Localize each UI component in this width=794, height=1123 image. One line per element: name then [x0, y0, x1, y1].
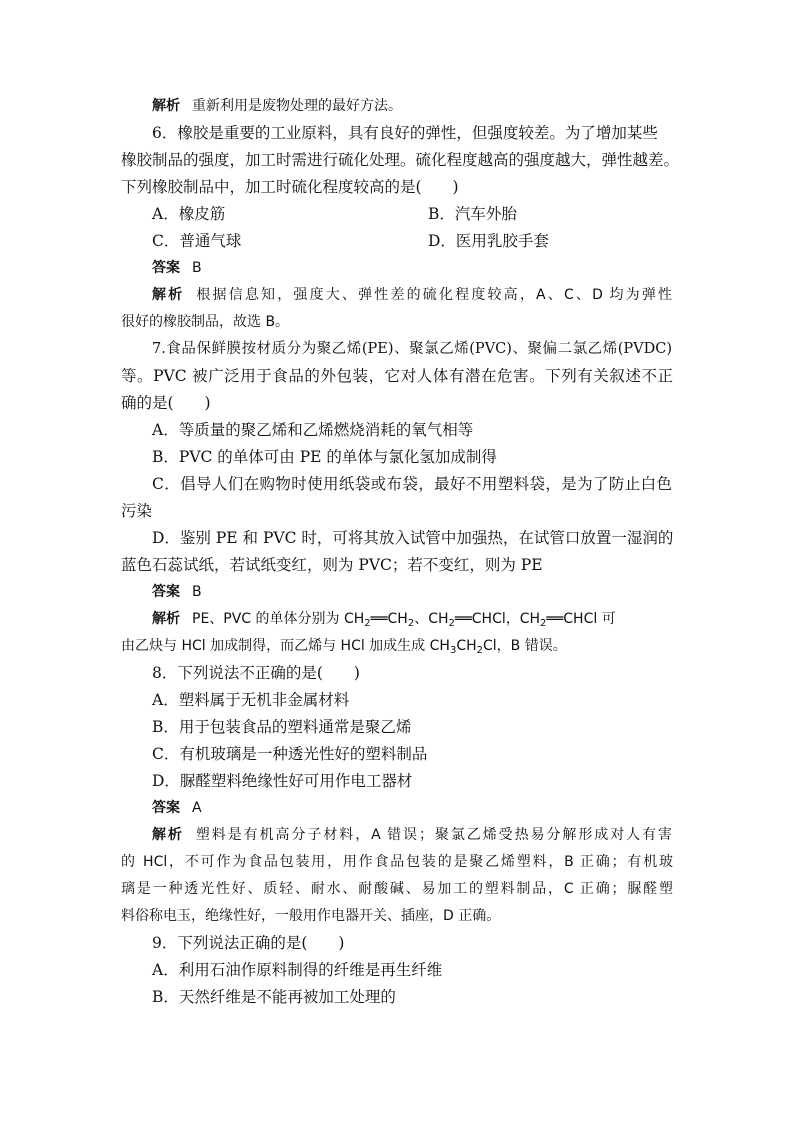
question-6-option-b: B．汽车外胎: [428, 205, 517, 223]
explanation-label: 解析: [152, 611, 180, 627]
question-7-option-d: D．鉴别 PE 和 PVC 时，可将其放入试管中加强热，在试管口放置一湿润的: [152, 529, 674, 547]
answer-line: [152, 255, 712, 282]
explanation-label: 解析: [152, 827, 184, 843]
answer-line: [152, 579, 712, 606]
question-7-line-1: 7.食品保鲜膜按材质分为聚乙烯(PE)、聚氯乙烯(PVC)、聚偏二氯乙烯(PVDC): [152, 341, 672, 357]
question-6-option-a: A．橡皮筋: [152, 205, 226, 223]
answer-value: B: [192, 260, 202, 276]
answer-line: [152, 795, 712, 822]
explanation-line: 的 HCl，不可作为食品包装用，用作食品包装的是聚乙烯塑料，B 正确；有机玻: [121, 854, 673, 870]
answer-value: B: [192, 584, 202, 600]
question-7-line-2: 等。PVC 被广泛用于食品的外包装，它对人体有潜在危害。下列有关叙述不正: [121, 367, 673, 385]
question-8-option-b: B．用于包装食品的塑料通常是聚乙烯: [152, 718, 412, 736]
question-8-option-d: D．脲醛塑料绝缘性好可用作电工器材: [152, 772, 413, 790]
explanation-line: [152, 822, 672, 849]
explanation-line: [152, 282, 672, 309]
question-6-line-3: 下列橡胶制品中，加工时硫化程度较高的是( ): [121, 178, 459, 196]
question-6-option-d: D．医用乳胶手套: [428, 232, 549, 250]
question-7-option-a: A．等质量的聚乙烯和乙烯燃烧消耗的氧气相等: [152, 421, 474, 439]
question-6-option-c: C．普通气球: [152, 232, 242, 250]
explanation-text: 根据信息知，强度大、弹性差的硫化程度较高，A、C、D 均为弹性: [196, 287, 672, 303]
explanation-line: [152, 93, 712, 120]
explanation-line: 很好的橡胶制品，故选 B。: [121, 314, 290, 330]
question-9-option-b: B．天然纤维是不能再被加工处理的: [152, 988, 396, 1006]
question-8-option-a: A．塑料属于无机非金属材料: [152, 691, 350, 709]
answer-label: 答案: [152, 260, 180, 276]
double-bond: ══: [454, 611, 472, 627]
question-8-option-c: C．有机玻璃是一种透光性好的塑料制品: [152, 745, 428, 763]
question-7-option-c-cont: 污染: [121, 502, 153, 520]
explanation-text: 重新利用是废物处理的最好方法。: [192, 98, 402, 114]
question-8-line-1: 8．下列说法不正确的是( ): [152, 664, 360, 682]
answer-label: 答案: [152, 584, 180, 600]
double-bond: ══: [370, 611, 388, 627]
question-9-line-1: 9．下列说法正确的是( ): [152, 934, 345, 952]
question-7-option-d-cont: 蓝色石蕊试纸，若试纸变红，则为 PVC；若不变红，则为 PE: [121, 556, 543, 574]
question-9-option-a: A．利用石油作原料制得的纤维是再生纤维: [152, 961, 443, 979]
question-7-option-b: B．PVC 的单体可由 PE 的单体与氯化氢加成制得: [152, 448, 497, 466]
explanation-label: 解析: [152, 287, 185, 303]
explanation-text: 塑料是有机高分子材料，A 错误；聚氯乙烯受热易分解形成对人有害: [195, 827, 673, 843]
answer-label: 答案: [152, 800, 180, 816]
explanation-line: 料俗称电玉，绝缘性好，一般用作电器开关、插座，D 正确。: [121, 908, 501, 924]
question-7-option-c: C．倡导人们在购物时使用纸袋或布袋，最好不用塑料袋，是为了防止白色: [152, 475, 672, 493]
explanation-line: 由乙炔与 HCl 加成制得，而乙烯与 HCl 加成生成 $CH_3CH_2Cl$，B 错误。: [121, 638, 567, 656]
question-6-line-1: 6．橡胶是重要的工业原料，具有良好的弹性，但强度较差。为了增加某些: [152, 124, 658, 142]
double-bond: ══: [546, 611, 564, 627]
question-7-line-3: 确的是( ): [121, 394, 211, 412]
explanation-line: 解析 PE、PVC 的单体分别为 $CH_2══CH_2$、$CH_2══CHCl$，$CH_2══CHCl$ 可: [152, 611, 616, 629]
question-6-line-2: 橡胶制品的强度，加工时需进行硫化处理。硫化程度越高的强度越大，弹性越差。: [121, 151, 680, 169]
answer-value: A: [192, 800, 202, 816]
explanation-label: 解析: [152, 98, 180, 114]
explanation-line: 璃是一种透光性好、质轻、耐水、耐酸碱、易加工的塑料制品，C 正确；脲醛塑: [121, 881, 673, 897]
